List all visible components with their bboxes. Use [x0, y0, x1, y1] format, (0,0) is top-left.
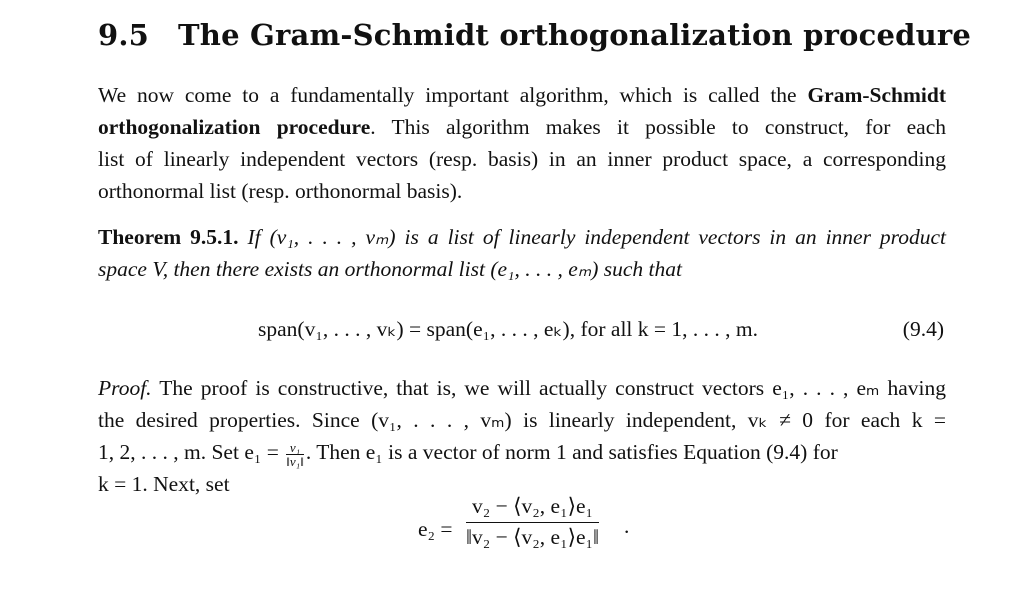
intro-bold-term: Gram-Schmidt: [807, 83, 946, 107]
intro-line-4: orthonormal list (resp. orthonormal basis).: [98, 179, 463, 203]
theorem-line-1: [98, 222, 946, 252]
theorem-display-equation: span(v₁, . . . , vₖ) = span(e₁, . . . , eₖ), for all k = 1, . . . , m.: [258, 317, 759, 341]
proof-line-1: [98, 373, 946, 403]
intro-bold-term-2: orthogonalization procedure: [98, 115, 371, 139]
section-heading: [98, 18, 971, 52]
theorem-label: Theorem 9.5.1.: [98, 225, 239, 249]
section-number: 9.5: [98, 18, 150, 52]
proof-line-3: [98, 437, 946, 468]
intro-line-2: [98, 112, 946, 142]
section-title: The Gram-Schmidt orthogonalization procedure: [178, 18, 971, 52]
equation-number: (9.4): [902, 317, 944, 341]
intro-text-2: . This algorithm makes it possible to construct, for each: [370, 115, 946, 139]
proof-text-3b: . Then e₁ is a vector of norm 1 and satisfies Equation (9.4) for: [305, 440, 838, 464]
theorem-text-1: If (v₁, . . . , vₘ) is a list of linearly independent vectors in an inner product: [247, 225, 947, 249]
e2-lhs: e₂ =: [418, 517, 453, 541]
intro-text: We now come to a fundamentally important algorithm, which is called the: [98, 83, 808, 107]
inline-fraction: [286, 441, 304, 468]
intro-line-1: [98, 80, 946, 110]
e2-trailing-period: .: [624, 514, 630, 538]
proof-line-2: the desired properties. Since (v₁, . . . , vₘ) is linearly independent, vₖ ≠ 0 for each k =: [98, 408, 946, 432]
intro-line-3: list of linearly independent vectors (resp. basis) in an inner product space, a corresponding: [98, 147, 946, 171]
e2-numerator: v₂ − ⟨v₂, e₁⟩e₁: [466, 494, 599, 523]
e2-fraction: [466, 494, 599, 550]
theorem-line-2: space V, then there exists an orthonormal list (e₁, . . . , eₘ) such that: [98, 257, 682, 281]
proof-text-1: The proof is constructive, that is, we will actually construct vectors e₁, . . . , eₘ having: [151, 376, 946, 400]
proof-label: Proof.: [98, 376, 152, 400]
inline-fraction-denominator: ‖v₁‖: [286, 453, 304, 469]
proof-line-4: k = 1. Next, set: [98, 472, 230, 496]
inline-fraction-numerator: v₁: [286, 441, 304, 455]
e2-denominator: ‖v₂ − ⟨v₂, e₁⟩e₁‖: [466, 525, 600, 549]
proof-text-3a: 1, 2, . . . , m. Set e₁ =: [98, 440, 279, 464]
